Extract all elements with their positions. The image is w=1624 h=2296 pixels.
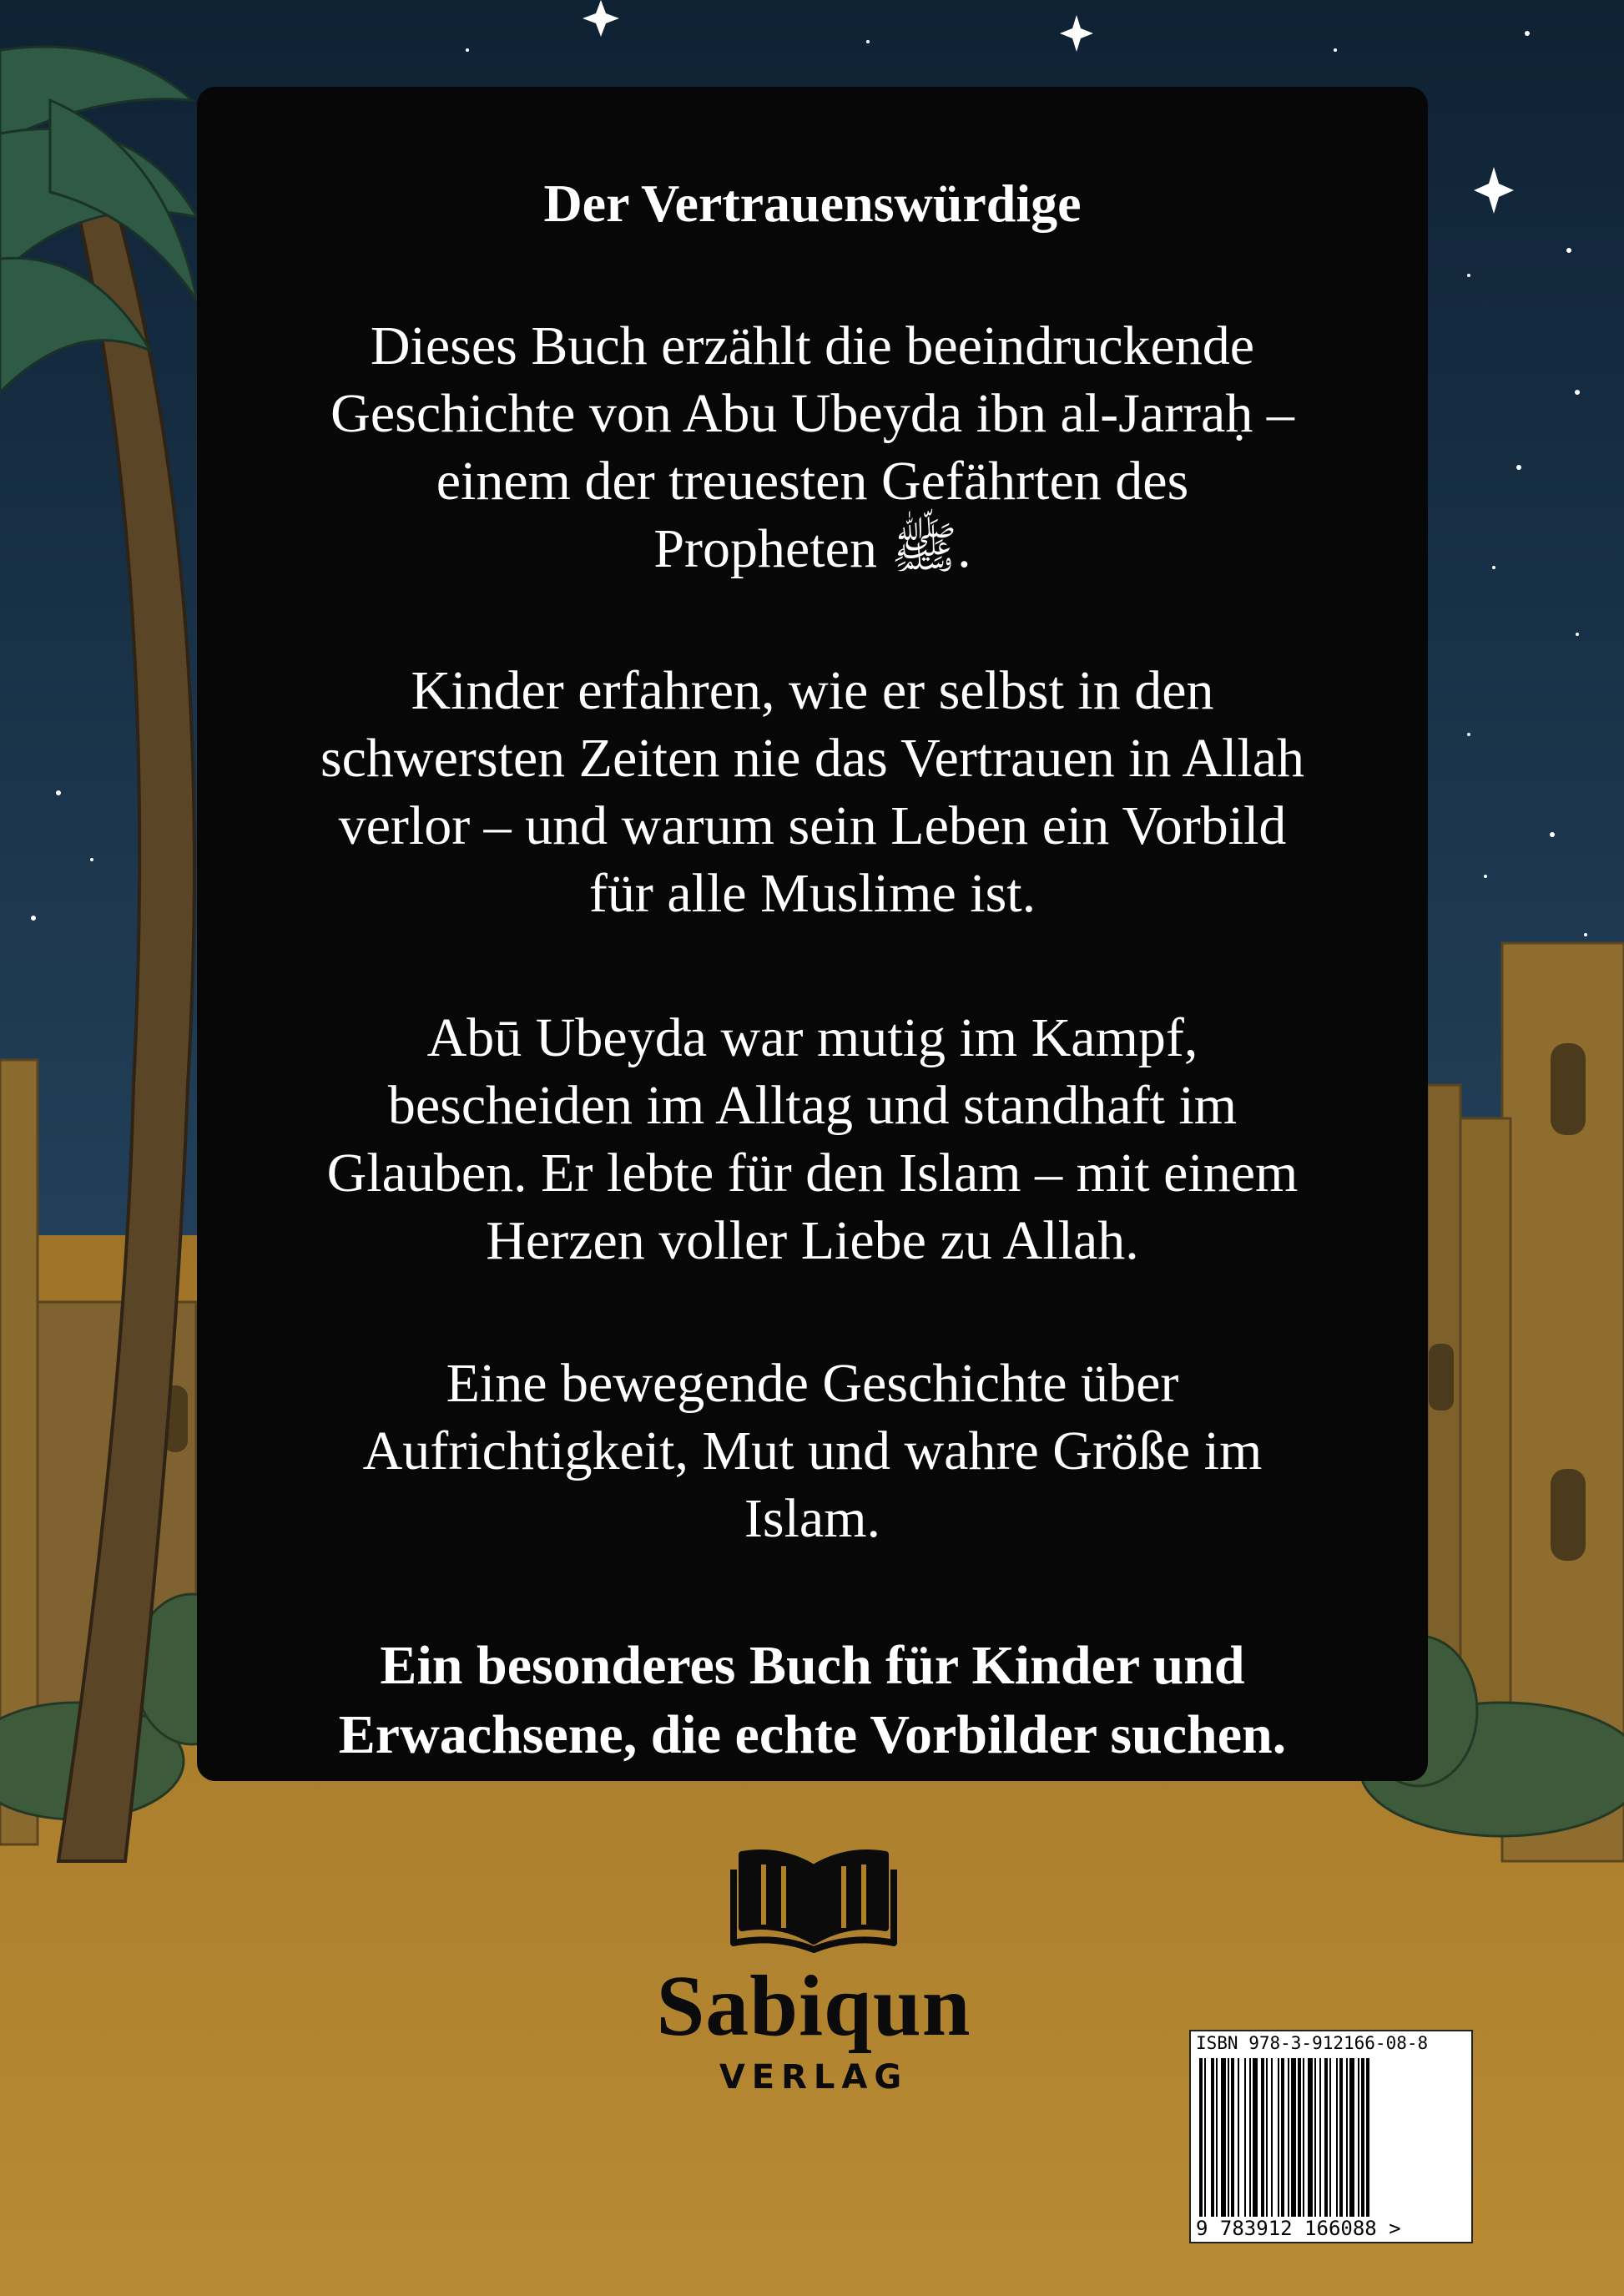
barcode-bar — [1216, 2058, 1218, 2225]
intro-line: Geschichte von Abu Ubeyda ibn al-Jarraḥ – — [330, 383, 1294, 444]
barcode-bar — [1211, 2058, 1214, 2225]
character-line: Glauben. Er lebte für den Islam – mit einem — [326, 1143, 1299, 1204]
barcode-bar — [1278, 2058, 1279, 2225]
barcode-bar — [1314, 2058, 1316, 2225]
barcode-bar — [1238, 2058, 1239, 2225]
publisher-name: Sabiqun — [656, 1958, 971, 2054]
children-line: für alle Muslime ist. — [588, 863, 1036, 924]
open-book-icon — [730, 1844, 897, 1953]
description-panel — [197, 87, 1428, 1781]
character-line: bescheiden im Alltag und standhaft im — [387, 1075, 1238, 1136]
barcode-bar — [1281, 2058, 1284, 2225]
children-line: Kinder erfahren, wie er selbst in den — [411, 660, 1214, 721]
intro-line: einem der treuesten Gefährten des — [436, 451, 1189, 512]
barcode-bar — [1358, 2058, 1359, 2225]
barcode-bar — [1336, 2058, 1338, 2225]
closing-line: Ein besonderes Buch für Kinder und — [380, 1635, 1245, 1696]
children-line: verlor – und warum sein Leben ein Vorbild — [338, 795, 1287, 856]
ean-number: 9 783912 166088 > — [1196, 2217, 1401, 2240]
barcode-bar — [1291, 2058, 1296, 2225]
barcode-bar — [1361, 2058, 1364, 2225]
barcode-bar — [1366, 2058, 1369, 2225]
barcode-bar — [1288, 2058, 1289, 2225]
paragraph-children — [222, 657, 1403, 927]
barcode-bar — [1346, 2058, 1348, 2225]
barcode-bar — [1298, 2058, 1301, 2225]
barcode-bar — [1266, 2058, 1268, 2225]
barcode-bar — [1329, 2058, 1331, 2225]
publisher-subtitle: VERLAG — [719, 2058, 909, 2097]
barcode-bar — [1253, 2058, 1258, 2225]
story-line: Eine bewegende Geschichte über — [446, 1353, 1179, 1414]
publisher-logo — [584, 1844, 1043, 2097]
barcode-bar — [1349, 2058, 1354, 2225]
barcode-bars — [1198, 2058, 1465, 2225]
character-line: Herzen voller Liebe zu Allah. — [486, 1210, 1139, 1271]
paragraph-intro — [222, 312, 1403, 583]
barcode-bar — [1308, 2058, 1313, 2225]
intro-line: Propheten ﷺ. — [653, 518, 971, 579]
barcode-bar — [1244, 2058, 1246, 2225]
story-line: Islam. — [744, 1488, 881, 1549]
intro-line: Dieses Buch erzählt die beeindruckende — [370, 315, 1255, 376]
barcode-bar — [1231, 2058, 1234, 2225]
paragraph-story — [222, 1350, 1403, 1552]
barcode-bar — [1271, 2058, 1273, 2225]
closing-line: Erwachsene, die echte Vorbilder suchen. — [338, 1704, 1287, 1765]
barcode-bar — [1221, 2058, 1226, 2225]
isbn-number: ISBN 978-3-912166-08-8 — [1196, 2033, 1429, 2053]
children-line: schwersten Zeiten nie das Vertrauen in Allah — [320, 728, 1305, 789]
book-title: Der Vertrauenswürdige — [543, 174, 1082, 233]
story-line: Aufrichtigkeit, Mut und wahre Größe im — [362, 1420, 1263, 1481]
character-line: Abū Ubeyda war mutig im Kampf, — [426, 1007, 1198, 1068]
closing-statement — [222, 1631, 1403, 1769]
barcode-bar — [1261, 2058, 1264, 2225]
barcode-bar — [1204, 2058, 1206, 2225]
paragraph-character — [222, 1004, 1403, 1274]
barcode-bar — [1319, 2058, 1321, 2225]
isbn-barcode — [1189, 2030, 1473, 2243]
barcode-bar — [1249, 2058, 1251, 2225]
barcode-bar — [1303, 2058, 1304, 2225]
barcode-bar — [1324, 2058, 1328, 2225]
barcode-bar — [1228, 2058, 1229, 2225]
barcode-bar — [1199, 2058, 1203, 2225]
barcode-bar — [1339, 2058, 1343, 2225]
